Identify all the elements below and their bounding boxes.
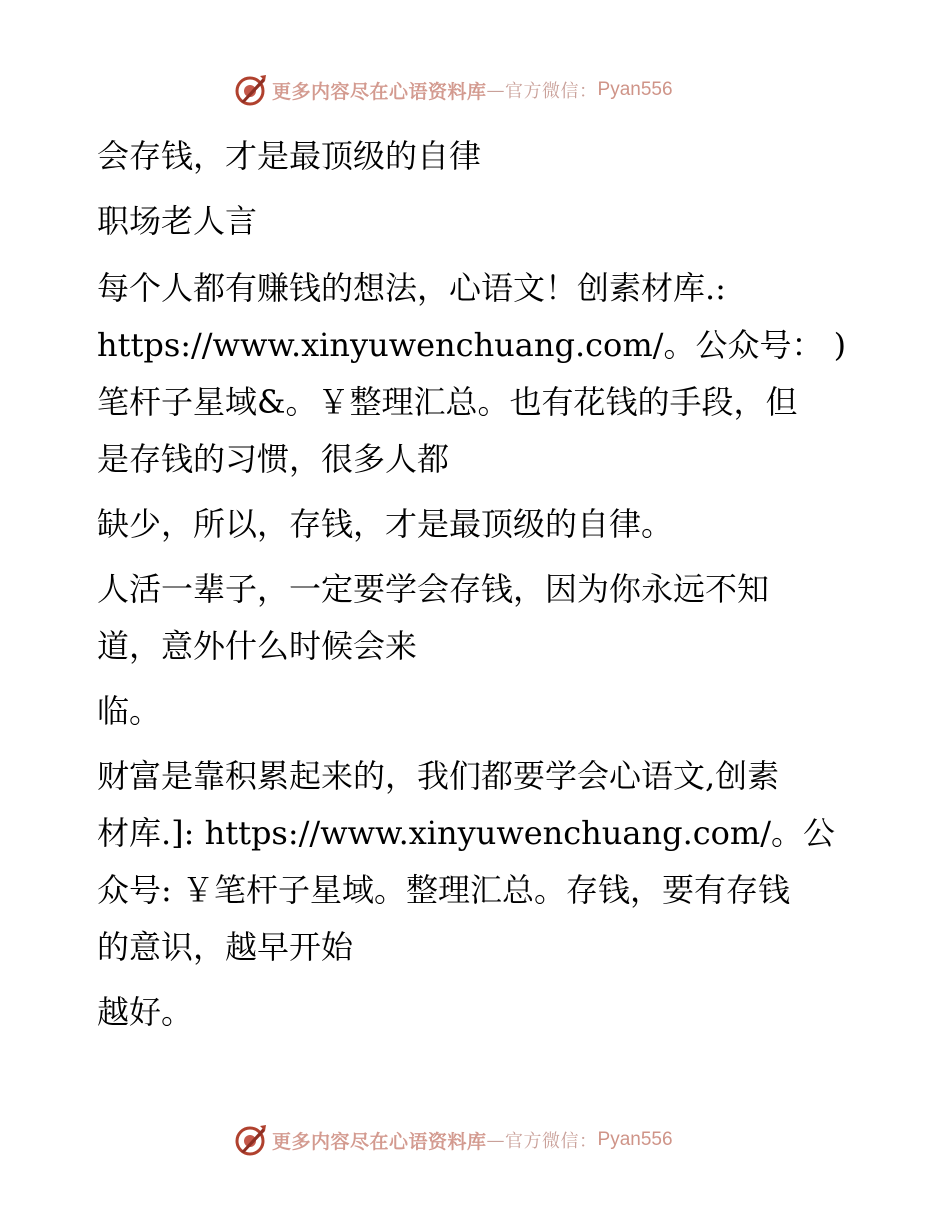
- banner-wechat-id: Pyan556: [597, 79, 673, 100]
- paragraph-line: https://www.xinyuwenchuang.com/。公众号： ): [97, 326, 847, 364]
- paragraph-3: [97, 561, 857, 675]
- footer-banner: [232, 1120, 673, 1160]
- paragraph-line: 道，意外什么时候会来: [97, 627, 418, 665]
- paragraph-line: 众号: ￥笔杆子星域。整理汇总。存钱，要有存钱: [97, 871, 790, 909]
- quill-pen-logo-icon: [232, 72, 268, 108]
- header-banner: [232, 70, 673, 110]
- banner-separator: —: [486, 79, 506, 101]
- banner-main-text: 更多内容尽在心语资料库: [272, 80, 487, 103]
- paragraph-5: [97, 748, 857, 976]
- article-body: [97, 128, 857, 1041]
- paragraph-1: [97, 260, 857, 488]
- banner-wechat-id: Pyan556: [597, 1129, 673, 1150]
- paragraph-line: 笔杆子星域&。￥整理汇总。也有花钱的手段，但: [97, 383, 798, 421]
- article-title: 会存钱，才是最顶级的自律: [97, 137, 482, 175]
- paragraph-4: 临。: [97, 692, 162, 730]
- paragraph-line: 每个人都有赚钱的想法，心语文！创素材库.:: [97, 269, 726, 307]
- banner-wechat-label: 官方微信：: [505, 81, 598, 102]
- article-author: 职场老人言: [97, 202, 258, 240]
- banner-main-text: 更多内容尽在心语资料库: [272, 1130, 487, 1153]
- paragraph-line: 的意识，越早开始: [97, 928, 354, 966]
- banner-wechat-label: 官方微信：: [505, 1131, 598, 1152]
- banner-separator: —: [486, 1129, 506, 1151]
- paragraph-6: 越好。: [97, 993, 194, 1031]
- paragraph-line: 是存钱的习惯，很多人都: [97, 440, 450, 478]
- paragraph-line: 材库.]: https://www.xinyuwenchuang.com/。公: [97, 814, 836, 852]
- paragraph-line: 财富是靠积累起来的，我们都要学会心语文,创素: [97, 757, 780, 795]
- paragraph-line: 人活一辈子，一定要学会存钱，因为你永远不知: [97, 570, 770, 608]
- paragraph-2: 缺少，所以，存钱，才是最顶级的自律。: [97, 505, 674, 543]
- quill-pen-logo-icon: [232, 1122, 268, 1158]
